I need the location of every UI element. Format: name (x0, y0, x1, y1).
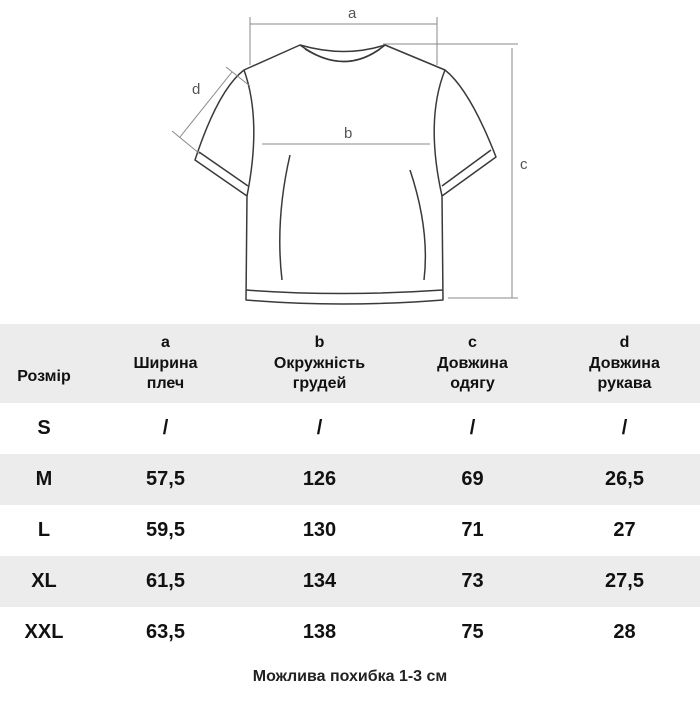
dimension-lines (172, 17, 518, 298)
tolerance-note: Можлива похибка 1-3 см (252, 668, 448, 685)
size-cell: S (37, 417, 51, 439)
table-row (0, 454, 700, 505)
header-letter: b (314, 334, 325, 351)
size-cell: XXL (24, 621, 64, 643)
value-cell: 134 (302, 570, 337, 592)
dimension-label-c: c (520, 156, 528, 173)
header-length (396, 324, 549, 403)
header-name: рукава (597, 375, 652, 392)
header-name: Довжина (589, 355, 660, 372)
value-cell: 69 (461, 468, 484, 490)
header-shoulder-width (88, 324, 243, 403)
size-cell: L (37, 519, 51, 541)
value-cell: 63,5 (146, 621, 185, 643)
header-size: Розмір (17, 367, 71, 385)
size-cell: M (35, 468, 53, 490)
table-row (0, 505, 700, 556)
value-cell: 61,5 (146, 570, 185, 592)
table-row (0, 607, 700, 658)
header-name: Окружність (273, 355, 366, 372)
value-cell: / (316, 417, 323, 439)
dimension-label-b: b (344, 125, 353, 142)
value-cell: 130 (302, 519, 337, 541)
value-cell: 71 (461, 519, 484, 541)
dimension-label-d: d (192, 81, 201, 98)
header-sleeve-length (549, 324, 700, 403)
value-cell: 75 (461, 621, 484, 643)
value-cell: / (621, 417, 628, 439)
header-letter: c (468, 334, 477, 351)
header-name: Ширина (133, 355, 198, 372)
tshirt-outline (195, 45, 496, 304)
header-letter: d (619, 334, 630, 351)
size-table (0, 324, 700, 658)
value-cell: 27 (613, 519, 636, 541)
size-cell: XL (31, 570, 57, 592)
header-name: одягу (450, 375, 495, 392)
tshirt-measurement-diagram (0, 0, 700, 320)
header-name: Довжина (437, 355, 508, 372)
value-cell: 28 (613, 621, 636, 643)
header-chest (243, 324, 396, 403)
value-cell: 57,5 (146, 468, 185, 490)
value-cell: 26,5 (605, 468, 644, 490)
dimension-label-a: a (348, 5, 357, 22)
table-row (0, 403, 700, 454)
table-header-row (0, 324, 700, 403)
value-cell: / (469, 417, 476, 439)
header-name: плеч (146, 375, 185, 392)
value-cell: / (162, 417, 169, 439)
value-cell: 126 (302, 468, 337, 490)
value-cell: 27,5 (605, 570, 644, 592)
value-cell: 138 (302, 621, 337, 643)
table-row (0, 556, 700, 607)
value-cell: 73 (461, 570, 484, 592)
header-name: грудей (292, 375, 347, 392)
value-cell: 59,5 (146, 519, 185, 541)
header-letter: a (161, 334, 170, 351)
